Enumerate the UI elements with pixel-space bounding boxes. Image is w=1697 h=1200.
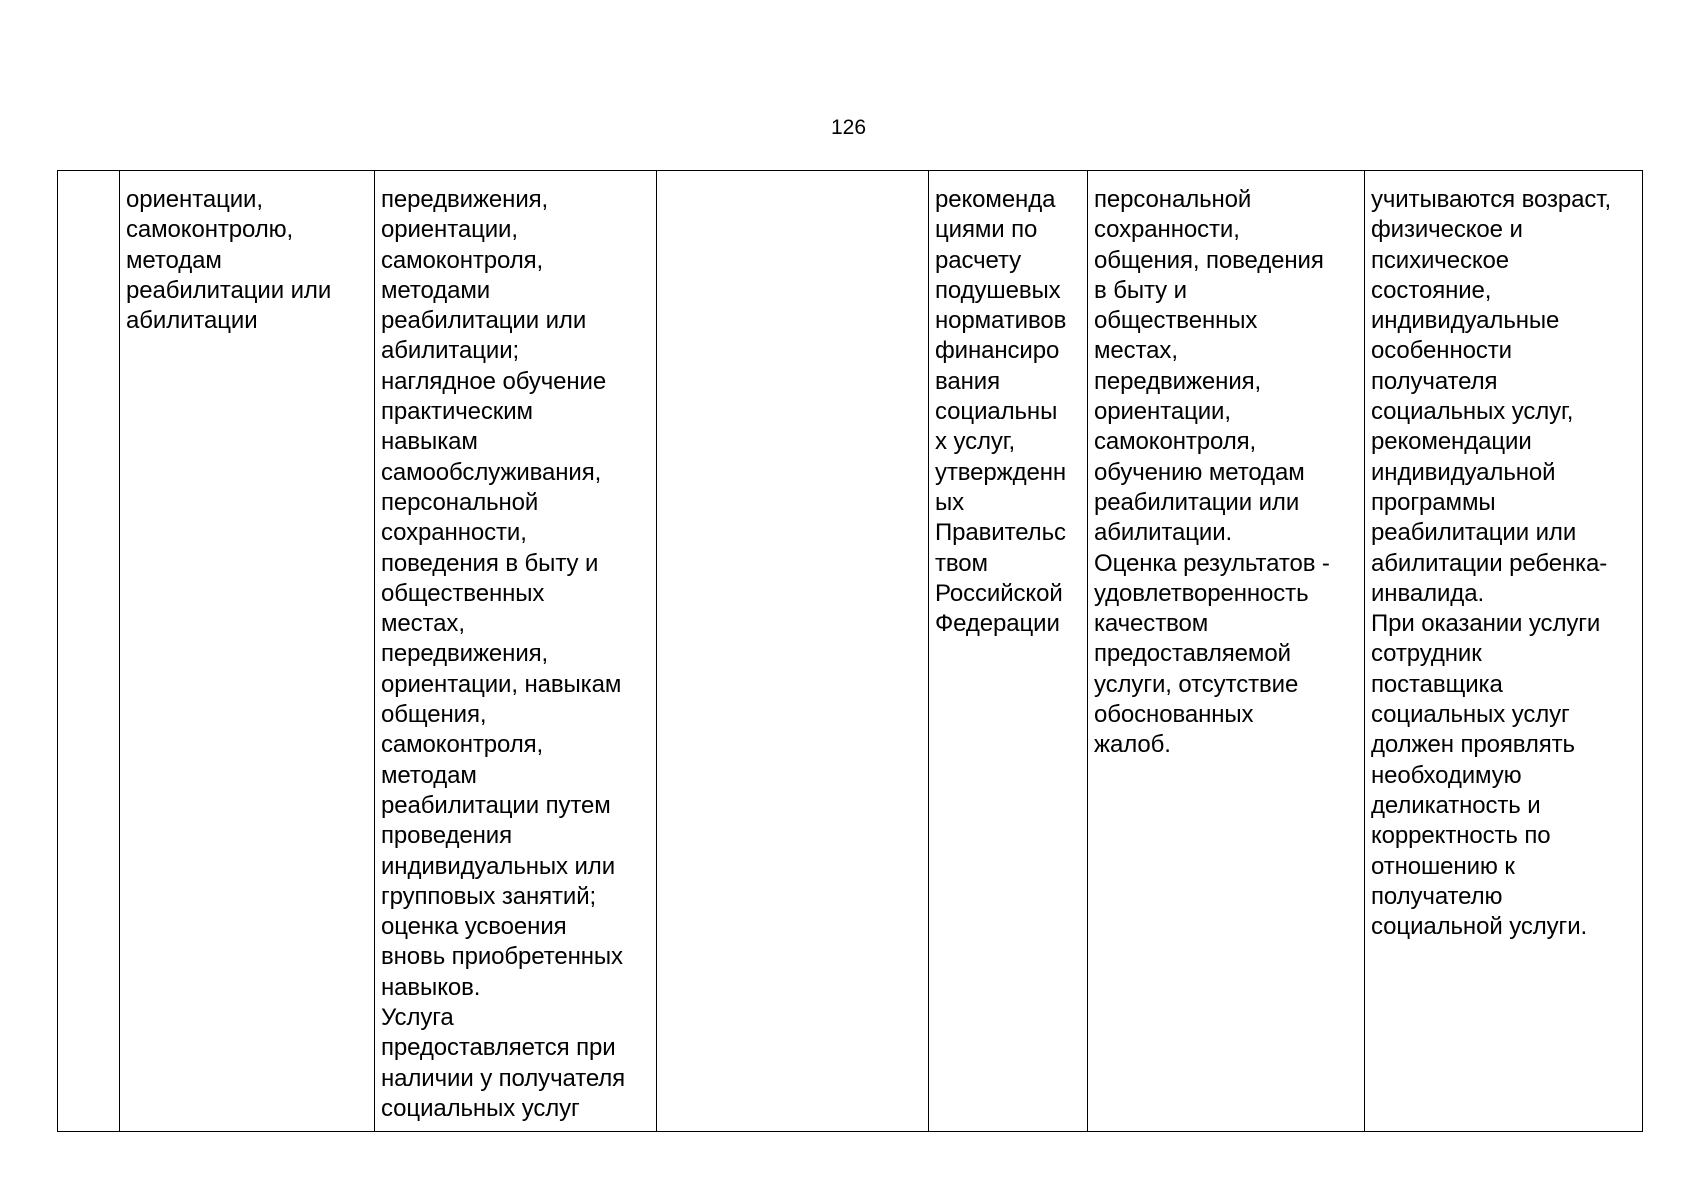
table-cell-quality-indicators: персональной сохранности, общения, поведения в быту и общественных местах, передвижения, ориентации, самоконтроля, обучению методам реабилитации или абилитации. Оценка результатов - удовлетворенность качеством предоставляемой услуги, отсутствие обоснованных жалоб.: [1088, 171, 1365, 1132]
page-number: 126: [830, 116, 867, 139]
table-cell-service-description: передвижения, ориентации, самоконтроля, методами реабилитации или абилитации; наглядное обучение практическим навыкам самообслуживания, персональной сохранности, поведения в быту и общественных местах, передвижения, ориентации, навыкам общения, самоконтроля, методам реабилитации путем проведения индивидуальных или групповых занятий; оценка усвоения вновь приобретенных навыков. Услуга предоставляется при наличии у получателя социальных услуг: [375, 171, 657, 1132]
table-cell-service-conditions: учитываются возраст, физическое и психическое состояние, индивидуальные особенности получателя социальных услуг, рекомендации индивидуальной программы реабилитации или абилитации ребенка- инвалида. При оказании услуги сотрудник поставщика социальных услуг должен проявлять необходимую деликатность и корректность по отношению к получателю социальной услуги.: [1365, 171, 1643, 1132]
table-cell-number: [58, 171, 120, 1132]
table-row: [58, 171, 1643, 1132]
table-cell-per-capita-norm: рекоменда циями по расчету подушевых нормативов финансиро вания социальны х услуг, утвержденн ых Правительс твом Российской Федерации: [929, 171, 1088, 1132]
table-cell-service-term: [657, 171, 929, 1132]
services-table: [57, 170, 1643, 1132]
table-cell-service-name: ориентации, самоконтролю, методам реабилитации или абилитации: [120, 171, 375, 1132]
